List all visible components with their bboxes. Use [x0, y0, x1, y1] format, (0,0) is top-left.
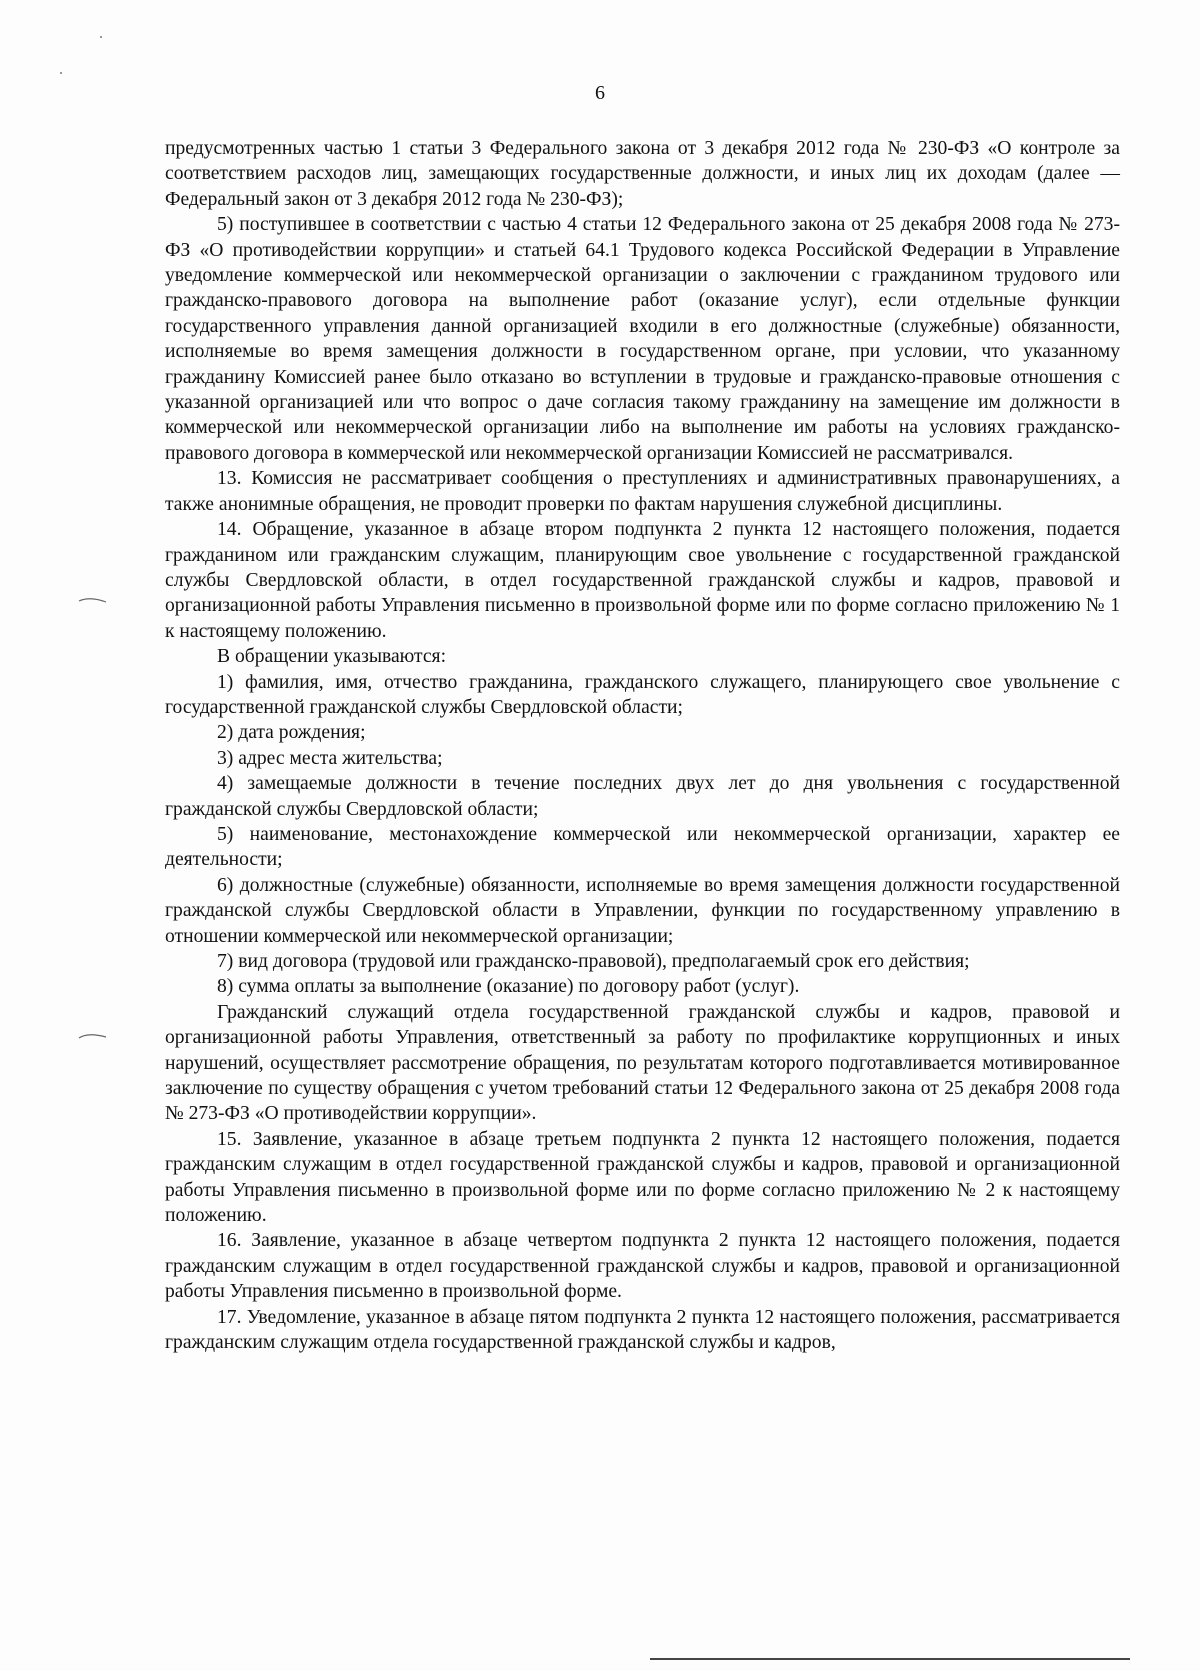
paragraph-review: Гражданский служащий отдела государственной гражданской службы и кадров, правовой и организационной работы Управления, ответственный за работу по профилактике коррупционных и иных нарушений, осуществляет рассмотрение обращения, по результатам которого подготавливается мотивированное заключение по существу обращения с учетом требований статьи 12 Федерального закона от 25 декабря 2008 года № 273-ФЗ «О противодействии коррупции». — [165, 1001, 1120, 1125]
paragraph-continuation: предусмотренных частью 1 статьи 3 Федерального закона от 3 декабря 2012 года № 230-ФЗ «О контроле за соответствием расходов лиц, замещающих государственные должности, и иных лиц их доходам (далее — Федеральный закон от 3 декабря 2012 года № 230-ФЗ); — [165, 138, 1120, 210]
footer-rule — [650, 1658, 1130, 1660]
margin-mark — [78, 1030, 108, 1040]
paragraph-section-17: 17. Уведомление, указанное в абзаце пятом подпункта 2 пункта 12 настоящего положения, рассматривается гражданским служащим отдела государственной гражданской службы и кадров, — [165, 1306, 1120, 1354]
scan-speck — [100, 36, 102, 38]
list-item-7: 7) вид договора (трудовой или гражданско-правовой), предполагаемый срок его действия; — [217, 951, 970, 972]
document-body — [165, 136, 1120, 1356]
paragraph-section-14: 14. Обращение, указанное в абзаце втором подпункта 2 пункта 12 настоящего положения, подается гражданином или гражданским служащим, планирующим свое увольнение с государственной гражданской службы Свердловской области, в отдел государственной гражданской службы и кадров, правовой и организационной работы Управления письменно в произвольной форме или по форме согласно приложению № 1 к настоящему положению. — [165, 519, 1120, 642]
list-item-6: 6) должностные (служебные) обязанности, исполняемые во время замещения должности государственной гражданской службы Свердловской области в Управлении, функции по государственному управлению в отношении коммерческой или некоммерческой организации; — [165, 874, 1120, 947]
list-item-2: 2) дата рождения; — [217, 722, 366, 744]
list-item-1: 1) фамилия, имя, отчество гражданина, гражданского служащего, планирующего свое увольнение с государственной гражданской службы Свердловской области; — [165, 671, 1120, 718]
paragraph-list-intro: В обращении указываются: — [217, 646, 447, 668]
page-number: 6 — [595, 82, 605, 104]
scan-speck — [60, 72, 62, 74]
paragraph-item-5: 5) поступившее в соответствии с частью 4 статьи 12 Федерального закона от 25 декабря 2008 года № 273-ФЗ «О противодействии коррупции» и статьей 64.1 Трудового кодекса Российской Федерации в Управление уведомление коммерческой или некоммерческой организации о заключении с гражданином трудового или гражданско-правового договора на выполнение работ (оказание услуг), если отдельные функции государственного управления данной организацией входили в его должностные (служебные) обязанности, исполняемые во время замещения должности в государственном органе, при условии, что указанному гражданину Комиссией ранее было отказано во вступлении в трудовые и гражданско-правовые отношения с указанной организацией или что вопрос о даче согласия такому гражданину на замещение им должности в коммерческой или некоммерческой организации либо на выполнение им работы на условиях гражданско-правового договора в коммерческой или некоммерческой организации Комиссией не рассматривался. — [165, 214, 1120, 464]
paragraph-section-13: 13. Комиссия не рассматривает сообщения о преступлениях и административных правонарушениях, а также анонимные обращения, не проводит проверки по фактам нарушения служебной дисциплины. — [165, 468, 1120, 515]
list-item-8: 8) сумма оплаты за выполнение (оказание) по договору работ (услуг). — [217, 976, 800, 998]
margin-mark — [78, 594, 108, 604]
paragraph-section-16: 16. Заявление, указанное в абзаце четвертом подпункта 2 пункта 12 настоящего положения, подается гражданским служащим в отдел государственной гражданской службы и кадров, правовой и организационной работы Управления письменно в произвольной форме. — [165, 1230, 1120, 1303]
list-item-3: 3) адрес места жительства; — [217, 747, 443, 769]
list-item-5: 5) наименование, местонахождение коммерческой или некоммерческой организации, характер ее деятельности; — [165, 823, 1120, 871]
list-item-4: 4) замещаемые должности в течение последних двух лет до дня увольнения с государственной гражданской службы Свердловской области; — [165, 773, 1120, 820]
paragraph-section-15: 15. Заявление, указанное в абзаце третьем подпункта 2 пункта 12 настоящего положения, подается гражданским служащим в отдел государственной гражданской службы и кадров, правовой и организационной работы Управления письменно в произвольной форме или по форме согласно приложению № 2 к настоящему положению. — [165, 1128, 1120, 1227]
